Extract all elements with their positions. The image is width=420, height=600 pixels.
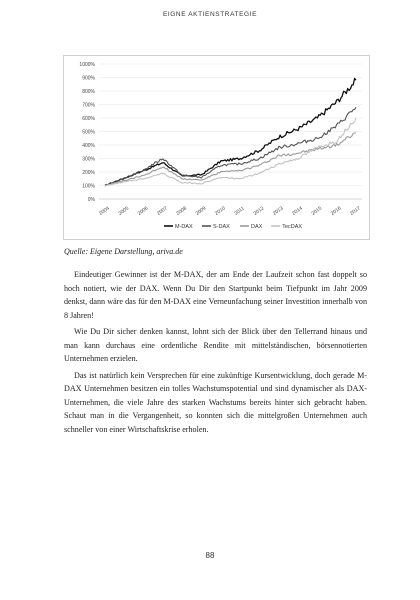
y-tick-label: 300% bbox=[82, 156, 95, 163]
y-tick-label: 100% bbox=[82, 183, 95, 190]
y-tick-label: 700% bbox=[82, 102, 95, 109]
x-tick-label: 2005 bbox=[117, 205, 131, 217]
y-tick-label: 0% bbox=[87, 197, 95, 203]
x-tick-label: 2017 bbox=[349, 205, 362, 217]
x-tick-label: 2004 bbox=[98, 205, 111, 217]
x-tick-label: 2006 bbox=[136, 205, 150, 217]
y-tick-label: 500% bbox=[82, 129, 95, 136]
x-tick-label: 2015 bbox=[310, 205, 324, 217]
y-tick-label: 900% bbox=[82, 75, 95, 82]
paragraph-2: Wie Du Dir sicher denken kannst, lohnt sich der Blick über den Tellerrand hinaus und man kann durchaus eine ordentliche Rendite mit mittelständischen, börsennotierten Unternehmen erzielen. bbox=[64, 327, 367, 363]
body-text bbox=[64, 268, 367, 439]
running-header: EIGNE AKTIENSTRATEGIE bbox=[162, 11, 258, 18]
x-tick-label: 2012 bbox=[252, 205, 266, 217]
legend-label: M-DAX bbox=[175, 224, 193, 230]
x-tick-label: 2008 bbox=[175, 205, 188, 217]
index-performance-chart bbox=[63, 55, 370, 240]
paragraph-1: Eindeutiger Gewinner ist der M-DAX, der am Ende der Laufzeit schon fast doppelt so hoch notiert, wie der DAX. Wenn Du Dir den Startpunkt beim Tiefpunkt im Jahr 2009 denkst, dann wäre das für den M-DAX eine Verneunfachung seiner Investition innerhalb von 8 Jahren! bbox=[64, 270, 367, 320]
x-tick-label: 2011 bbox=[233, 205, 246, 217]
chart-svg bbox=[64, 56, 369, 239]
y-tick-label: 400% bbox=[82, 143, 95, 149]
x-tick-label: 2014 bbox=[291, 205, 304, 217]
legend-label: DAX bbox=[251, 224, 263, 230]
legend-label: TecDAX bbox=[282, 224, 303, 230]
x-tick-label: 2007 bbox=[156, 205, 169, 217]
y-tick-label: 800% bbox=[82, 89, 95, 95]
x-tick-label: 2010 bbox=[213, 205, 227, 217]
y-tick-label: 200% bbox=[82, 170, 95, 176]
y-tick-label: 600% bbox=[82, 116, 95, 122]
page-number: 88 bbox=[205, 551, 215, 560]
x-tick-label: 2013 bbox=[271, 205, 285, 217]
y-tick-label: 1000% bbox=[79, 62, 95, 68]
x-tick-label: 2009 bbox=[194, 205, 208, 217]
figure-caption: Quelle: Eigene Darstellung, ariva.de bbox=[64, 247, 183, 256]
x-tick-label: 2016 bbox=[329, 205, 343, 217]
legend-label: S-DAX bbox=[213, 224, 230, 230]
paragraph-3: Das ist natürlich kein Versprechen für eine zukünftige Kursentwicklung, doch gerade M-DAX Unternehmen besitzen ein tolles Wachstumspotential und sind dynamischer als DAX-Unternehmen, die viele Jahre des starken Wachstums bereits hinter sich gebracht haben. Schaut man in die Vergangenheit, so konnten sich die mittelgroßen Unternehmen auch schneller von einer Wirtschaftskrise erholen. bbox=[64, 370, 367, 434]
